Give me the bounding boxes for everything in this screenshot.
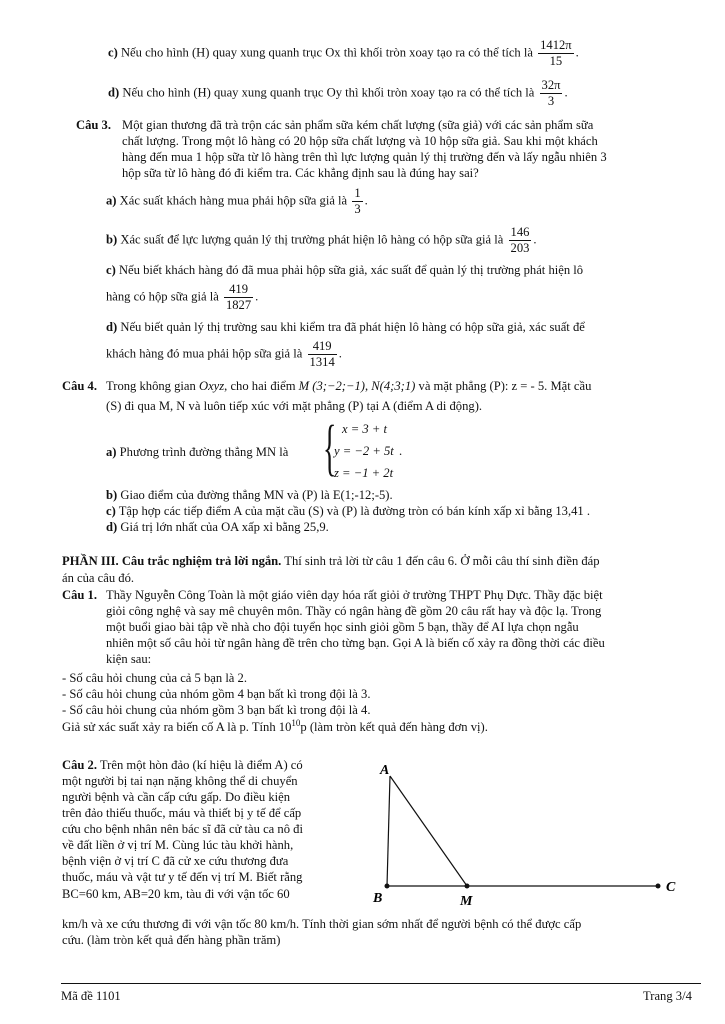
- q4-c: c) Tập hợp các tiếp điểm A của mặt cầu (S) và (P) là đường tròn có bán kính xấp xỉ bằng 13,41 .: [106, 504, 591, 518]
- q3-a: a) Xác suất khách hàng mua phải hộp sữa giả là $\frac{1}{3}$ .: [106, 186, 368, 216]
- label-m: M: [460, 894, 473, 909]
- q4-a: a) Phương trình đường thẳng MN là: [106, 445, 289, 459]
- q4-stem-1: Trong không gian Oxyz, cho hai điểm M (3;−2;−1), N(4;3;1) và mặt phẳng (P): z = - 5. Mặt cầu: [106, 379, 592, 393]
- p3q1-bullet-3: - Số câu hỏi chung của nhóm gồm 3 bạn bất kì trong đội là 4.: [62, 703, 371, 717]
- q3-stem-1: Một gian thương đã trà trộn các sản phẩm sữa kém chất lượng (sữa giả) với các sản phẩm sữa: [122, 118, 594, 132]
- part3-heading: PHẦN III. Câu trắc nghiệm trả lời ngắn. Thí sinh trả lời từ câu 1 đến câu 6. Ở mỗi câu thí sinh điền đáp: [62, 554, 600, 568]
- q3-d-1: d) Nếu biết quản lý thị trường sau khi kiểm tra đã phát hiện lô hàng có hộp sữa giả, xác suất để: [106, 320, 585, 334]
- label-a: A: [380, 763, 390, 778]
- fraction: $\frac{1412\pi}{15}$: [540, 38, 572, 68]
- segment-am: [390, 776, 467, 886]
- q2-d: d) Nếu cho hình (H) quay xung quanh trục Oy thì khối tròn xoay tạo ra có thể tích là $\frac{32\pi}{3}$ .: [108, 78, 568, 108]
- p3q2-line-2: một người bị tai nạn nặng không thể di chuyển: [62, 774, 298, 788]
- eq-y: y = −2 + 5t: [334, 444, 394, 458]
- point-b: [385, 884, 390, 889]
- p3q1-line-2: giỏi công nghệ và say mê chuyên môn. Thầy có ngân hàng đề gồm 20 câu rất hay và độc lạ. Trong: [106, 604, 602, 618]
- p3q2-line-4: trên đảo thiếu thuốc, máu và thiết bị y tế để cấp: [62, 806, 302, 820]
- fraction: $\frac{1}{3}$: [354, 186, 361, 216]
- system-brace: {: [323, 414, 337, 482]
- p3q1-bullet-1: - Số câu hỏi chung của cả 5 bạn là 2.: [62, 671, 247, 685]
- q4-b: b) Giao điểm của đường thẳng MN và (P) là E(1;-12;-5).: [106, 488, 393, 502]
- p3q1-bullet-2: - Số câu hỏi chung của nhóm gồm 4 bạn bất kì trong đội là 3.: [62, 687, 371, 701]
- q3-stem-3: hàng đến mua 1 hộp sữa từ lô hàng trên thì lực lượng quản lý thị trường đến và lấy ngẫu nhiên 3: [122, 150, 607, 164]
- q3-d-2: khách hàng đó mua phải hộp sữa giả là $\frac{419}{1314}$ .: [106, 339, 342, 369]
- segment-ab: [387, 776, 390, 886]
- eq-x: x = 3 + t: [342, 422, 387, 436]
- p3q2-line-11: cứu. (làm tròn kết quả đến hàng phần trăm): [62, 933, 281, 947]
- q3-b: b) Xác suất để lực lượng quản lý thị trường phát hiện lô hàng có hộp sữa giả là $\frac{146}{203}$ .: [106, 225, 537, 255]
- p3q2-line-8: thuốc, máu và vật tư y tế đến vị trí M. Biết rằng: [62, 870, 303, 884]
- p3q2-line-1: Câu 2. Trên một hòn đảo (kí hiệu là điểm A) có: [62, 758, 303, 772]
- q3-stem-2: chất lượng. Trong một lô hàng có 20 hộp sữa chất lượng và 10 hộp sữa giả. Sau khi một khách: [122, 134, 598, 148]
- fraction: $\frac{419}{1827}$: [225, 282, 252, 312]
- p3q2-line-7: bệnh viện ở vị trí C đã cử xe cứu thương đưa: [62, 854, 289, 868]
- footer-page: Trang 3/4: [643, 989, 692, 1003]
- footer-rule: [61, 983, 701, 984]
- fraction: $\frac{146}{203}$: [510, 225, 530, 255]
- point-m: [465, 884, 470, 889]
- p3q1-line-5: kiện sau:: [106, 652, 152, 666]
- q4-stem-2: (S) đi qua M, N và luôn tiếp xúc với mặt phẳng (P) tại A (điểm A di động).: [106, 399, 483, 413]
- point-c: [656, 884, 661, 889]
- fraction: $\frac{419}{1314}$: [309, 339, 335, 369]
- p3q2-line-3: người bệnh và cần cấp cứu gấp. Do điều kiện: [62, 790, 291, 804]
- label-c: C: [666, 880, 676, 895]
- q4-label: Câu 4.: [62, 379, 97, 393]
- part3-desc-2: án của câu đó.: [62, 571, 135, 585]
- p3q1-label: Câu 1.: [62, 588, 97, 602]
- q3-c-2: hàng có hộp sữa giả là $\frac{419}{1827}$ .: [106, 282, 259, 312]
- q3-label: Câu 3.: [76, 118, 111, 132]
- fraction: $\frac{32\pi}{3}$: [541, 78, 561, 108]
- p3q2-line-5: cứu cho bệnh nhân nên bác sĩ đã cử tàu ca nô đi: [62, 822, 303, 836]
- p3q1-final: Giả sử xác suất xảy ra biến cố A là p. Tính $10^{10}p$ (làm tròn kết quả đến hàng đơn vị).: [62, 717, 488, 734]
- label-b: B: [373, 891, 383, 906]
- p3q2-line-10: km/h và xe cứu thương đi với vận tốc 80 km/h. Tính thời gian sớm nhất để người bệnh có thể được cấp: [62, 917, 582, 931]
- p3q1-line-1: Thầy Nguyễn Công Toàn là một giáo viên dạy hóa rất giỏi ở trường THPT Phụ Dực. Thầy đặc biệt: [106, 588, 603, 602]
- footer-code: Mã đề 1101: [61, 989, 121, 1003]
- triangle-figure: [370, 760, 690, 910]
- q3-stem-4: hộp sữa từ lô hàng đó đi kiểm tra. Các khẳng định sau là đúng hay sai?: [122, 166, 479, 180]
- q4-d: d) Giá trị lớn nhất của OA xấp xỉ bằng 25,9.: [106, 520, 329, 534]
- q2-c: c) Nếu cho hình (H) quay xung quanh trục Ox thì khối tròn xoay tạo ra có thể tích là $\frac{1412\pi}{15}$ .: [108, 38, 579, 68]
- p3q1-line-3: một buổi giao bài tập về nhà cho đội tuyển học sinh giỏi gồm 5 bạn, thầy để AI lựa chọn ngẫu: [106, 620, 579, 634]
- eq-z: z = −1 + 2t: [334, 466, 394, 480]
- p3q2-line-6: về đất liền ở vị trí M. Cùng lúc tàu khởi hành,: [62, 838, 294, 852]
- p3q2-line-9: BC=60 km, AB=20 km, tàu đi với vận tốc 60: [62, 887, 290, 901]
- q3-c-1: c) Nếu biết khách hàng đó đã mua phải hộp sữa giả, xác suất để quản lý thị trường phát hiện lô: [106, 263, 584, 277]
- p3q1-line-4: nhiên một số câu hỏi từ ngân hàng đề trên cho từng bạn. Gọi A là biến cố xảy ra đồng thời các điều: [106, 636, 605, 650]
